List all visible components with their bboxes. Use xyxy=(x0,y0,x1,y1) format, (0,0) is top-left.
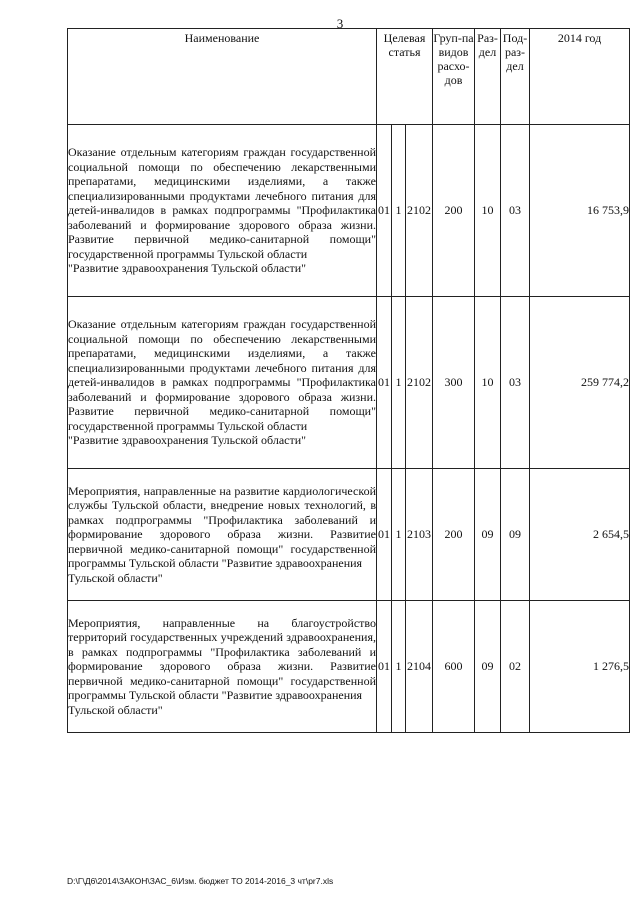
code-item: 2103 xyxy=(406,469,433,601)
code-item: 2102 xyxy=(406,297,433,469)
row-name: Мероприятия, направленные на благоустройство территорий государственных учреждений здравоохранения, в рамках подпрограммы "Профилактика заболеваний и формирование здорового образа жизни. Развитие первичной медико-санитарной помощи" государственной программы Тульской области "Развитие здравоохранения Тульской области" xyxy=(68,601,377,733)
header-name: Наименование xyxy=(68,29,377,125)
expense-group: 200 xyxy=(433,125,475,297)
table-row xyxy=(68,125,630,297)
code-subprogram: 1 xyxy=(392,125,406,297)
expense-group: 300 xyxy=(433,297,475,469)
row-name: Оказание отдельным категориям граждан государственной социальной помощи по обеспечению лекарственными препаратами, медицинскими изделиями, а также специализированными продуктами лечебного питания для детей-инвалидов в рамках подпрограммы "Профилактика заболеваний и формирование здорового образа жизни. Развитие первичной медико-санитарной помощи" государственной программы Тульской области "Развитие здравоохранения Тульской области" xyxy=(68,125,377,297)
table-row xyxy=(68,469,630,601)
row-name: Мероприятия, направленные на развитие кардиологической службы Тульской области, внедрение новых технологий, в рамках подпрограммы "Профилактика заболеваний и формирование здорового образа жизни. Развитие первичной медико-санитарной помощи" государственной программы Тульской области "Развитие здравоохранения Тульской области" xyxy=(68,469,377,601)
expense-group: 600 xyxy=(433,601,475,733)
section: 10 xyxy=(475,125,501,297)
code-subprogram: 1 xyxy=(392,297,406,469)
code-subprogram: 1 xyxy=(392,601,406,733)
subsection: 03 xyxy=(501,297,530,469)
code-program: 01 xyxy=(377,125,392,297)
header-expense-group: Груп-па видов расхо-дов xyxy=(433,29,475,125)
header-year: 2014 год xyxy=(530,29,630,125)
header-subsection: Под-раз-дел xyxy=(501,29,530,125)
section: 09 xyxy=(475,601,501,733)
code-item: 2102 xyxy=(406,125,433,297)
budget-table xyxy=(67,28,630,733)
expense-group: 200 xyxy=(433,469,475,601)
code-subprogram: 1 xyxy=(392,469,406,601)
code-item: 2104 xyxy=(406,601,433,733)
amount: 1 276,5 xyxy=(530,601,630,733)
amount: 259 774,2 xyxy=(530,297,630,469)
subsection: 02 xyxy=(501,601,530,733)
code-program: 01 xyxy=(377,601,392,733)
section: 09 xyxy=(475,469,501,601)
section: 10 xyxy=(475,297,501,469)
amount: 16 753,9 xyxy=(530,125,630,297)
subsection: 03 xyxy=(501,125,530,297)
row-name: Оказание отдельным категориям граждан государственной социальной помощи по обеспечению лекарственными препаратами, медицинскими изделиями, а также специализированными продуктами лечебного питания для детей-инвалидов в рамках подпрограммы "Профилактика заболеваний и формирование здорового образа жизни. Развитие первичной медико-санитарной помощи" государственной программы Тульской области "Развитие здравоохранения Тульской области" xyxy=(68,297,377,469)
subsection: 09 xyxy=(501,469,530,601)
table-row xyxy=(68,601,630,733)
code-program: 01 xyxy=(377,469,392,601)
footer-file-path: D:\Г\Д6\2014\ЗАКОН\ЗАС_6\Изм. бюджет ТО 2014-2016_3 чт\pr7.xls xyxy=(67,876,334,886)
code-program: 01 xyxy=(377,297,392,469)
table-row xyxy=(68,297,630,469)
header-row xyxy=(68,29,630,125)
header-target-article: Целевая статья xyxy=(377,29,433,125)
page-number: 3 xyxy=(336,16,344,31)
header-section: Раз-дел xyxy=(475,29,501,125)
amount: 2 654,5 xyxy=(530,469,630,601)
